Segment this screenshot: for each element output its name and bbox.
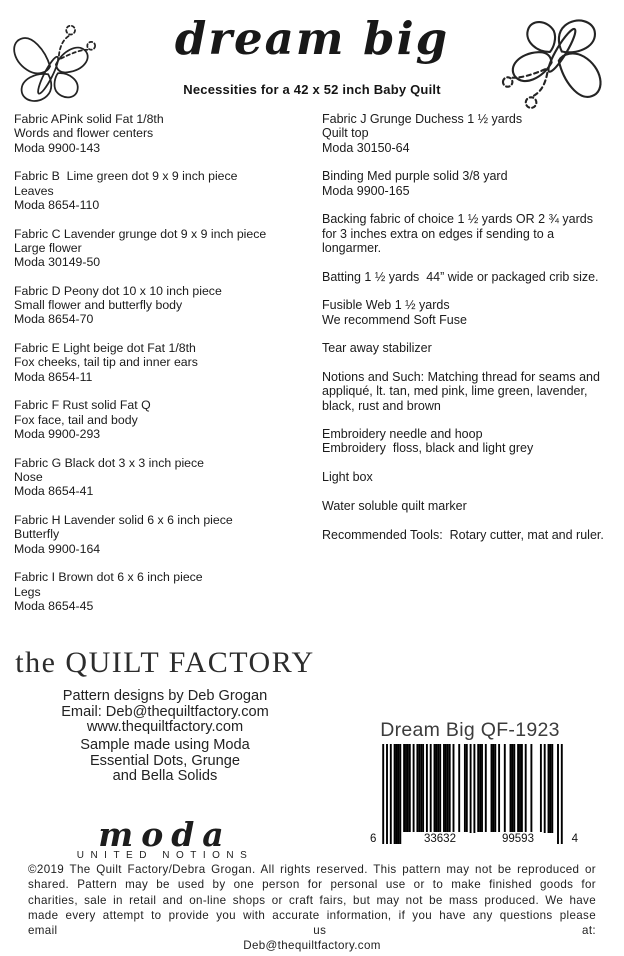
fabric-line: Fabric D Peony dot 10 x 10 inch piece: [14, 283, 222, 298]
fabric-item: [14, 513, 316, 556]
contact-info: [0, 689, 330, 736]
fabric-item: [14, 227, 316, 270]
moda-logo-subtext: UNITED NOTIONS: [76, 850, 254, 861]
fabric-line: Embroidery floss, black and light grey: [322, 441, 534, 456]
fabric-item: [14, 169, 316, 212]
fabric-line: Moda 8654-11: [14, 369, 93, 384]
contact-line: Pattern designs by Deb Grogan: [62, 688, 268, 704]
fabric-item: [322, 470, 610, 484]
fabric-item: [322, 341, 610, 355]
fabric-line: Moda 30149-50: [14, 255, 101, 270]
fabric-line: Quilt top: [322, 126, 369, 141]
contact-website: www.thequiltfactory.com: [86, 719, 244, 736]
fabric-line: Moda 30150-64: [322, 140, 410, 155]
fabric-line: Water soluble quilt marker: [322, 498, 467, 513]
fabric-line: Binding Med purple solid 3/8 yard: [322, 169, 508, 184]
fabric-item: [14, 570, 316, 613]
fabric-item: [322, 212, 610, 255]
fabric-line: Fabric J Grunge Duchess 1 ½ yards: [322, 112, 523, 126]
fabric-line: Leaves: [14, 183, 54, 198]
fabric-line: Large flower: [14, 240, 82, 255]
fabric-line: Moda 8654-110: [14, 197, 100, 212]
fabric-item: [322, 112, 610, 155]
fabric-line: Fox cheeks, tail tip and inner ears: [14, 355, 198, 370]
barcode: [370, 744, 580, 858]
barcode-digit-left: 6: [370, 833, 377, 845]
materials-column-right: [322, 112, 610, 556]
fabric-line: Fusible Web 1 ½ yards: [322, 298, 450, 313]
fabric-line: Notions and Such: Matching thread for seams and appliqué, lt. tan, med pink, lime green, lavender, black, rust and brown: [322, 369, 604, 413]
fabric-item: [322, 370, 610, 413]
copyright-block: [28, 862, 596, 954]
fabric-item: [14, 112, 316, 155]
fabric-line: Fabric I Brown dot 6 x 6 inch piece: [14, 570, 203, 585]
fabric-line: Fabric B Lime green dot 9 x 9 inch piece: [14, 169, 238, 184]
fabric-line: Nose: [14, 469, 43, 484]
materials-column-left: [14, 112, 316, 628]
sample-note: [0, 738, 330, 785]
moda-logo-script: moda: [98, 815, 232, 854]
fabric-item: [322, 270, 610, 284]
fabric-item: [322, 427, 610, 456]
fabric-line: Moda 8654-41: [14, 484, 94, 499]
barcode-digit-group: 99593: [482, 833, 554, 845]
fabric-line: Moda 9900-143: [14, 140, 101, 155]
fabric-line: Fabric G Black dot 3 x 3 inch piece: [14, 455, 205, 470]
sample-line: Essential Dots, Grunge: [89, 752, 241, 769]
fabric-line: Small flower and butterfly body: [14, 298, 183, 313]
fabric-line: Fabric C Lavender grunge dot 9 x 9 inch piece: [14, 226, 267, 241]
fabric-item: [322, 528, 610, 542]
fabric-item: [322, 298, 610, 327]
fabric-item: [322, 499, 610, 513]
fabric-line: Words and flower centers: [14, 126, 154, 141]
barcode-label: Dream Big QF-1923: [380, 719, 560, 741]
fabric-line: We recommend Soft Fuse: [322, 312, 467, 327]
fabric-line: Light box: [322, 470, 373, 485]
fabric-line: Legs: [14, 584, 41, 599]
barcode-digit-group: 33632: [404, 833, 476, 845]
page-subtitle: Necessities for a 42 x 52 inch Baby Quilt: [183, 82, 441, 97]
fabric-line: Moda 9900-165: [322, 183, 410, 198]
fabric-line: Fabric H Lavender solid 6 x 6 inch piece: [14, 512, 233, 527]
page-title: dream big: [174, 12, 450, 65]
copyright-text: ©2019 The Quilt Factory/Debra Grogan. All rights reserved. This pattern may not be reproduced or shared. Pattern may be used by one person for personal use or to make finished goods for charities, sale in retail and on-line shops or craft fairs, but may not be mass produced. We have made every attempt to provide you with accurate information, if you have any questions please email us at:: [28, 863, 596, 938]
fabric-line: Embroidery needle and hoop: [322, 427, 483, 442]
fabric-line: Moda 9900-293: [14, 427, 101, 441]
fabric-line: Batting 1 ½ yards 44” wide or packaged crib size.: [322, 269, 599, 284]
sample-line: and Bella Solids: [112, 768, 218, 785]
barcode-digit-right: 4: [571, 833, 578, 845]
fabric-item: [14, 456, 316, 499]
fabric-item: [322, 169, 610, 198]
fabric-line: Fabric E Light beige dot Fat 1/8th: [14, 341, 196, 356]
fabric-line: Backing fabric of choice 1 ½ yards OR 2 ¾ yards for 3 inches extra on edges if sending to a longarmer.: [322, 212, 597, 255]
fabric-line: Fox face, tail and body: [14, 412, 138, 427]
fabric-line: Moda 8654-45: [14, 598, 94, 613]
fabric-item: [14, 341, 316, 384]
moda-logo: [0, 815, 330, 861]
fabric-line: Recommended Tools: Rotary cutter, mat and ruler.: [322, 527, 604, 542]
fabric-line: Moda 9900-164: [14, 541, 101, 556]
copyright-email: Deb@thequiltfactory.com: [243, 939, 381, 953]
fabric-item: [14, 398, 316, 441]
sample-line: Sample made using Moda: [80, 737, 250, 753]
contact-email: Email: Deb@thequiltfactory.com: [61, 703, 269, 720]
fabric-line: Butterfly: [14, 527, 60, 542]
fabric-line: Fabric F Rust solid Fat Q: [14, 398, 151, 413]
fabric-item: [14, 284, 316, 327]
fabric-line: Tear away stabilizer: [322, 341, 432, 356]
fabric-line: Moda 8654-70: [14, 312, 94, 327]
barcode-bars: [382, 744, 563, 844]
quilt-factory-logo: the QUILT FACTORY: [15, 646, 315, 679]
fabric-line: Fabric APink solid Fat 1/8th: [14, 112, 164, 126]
